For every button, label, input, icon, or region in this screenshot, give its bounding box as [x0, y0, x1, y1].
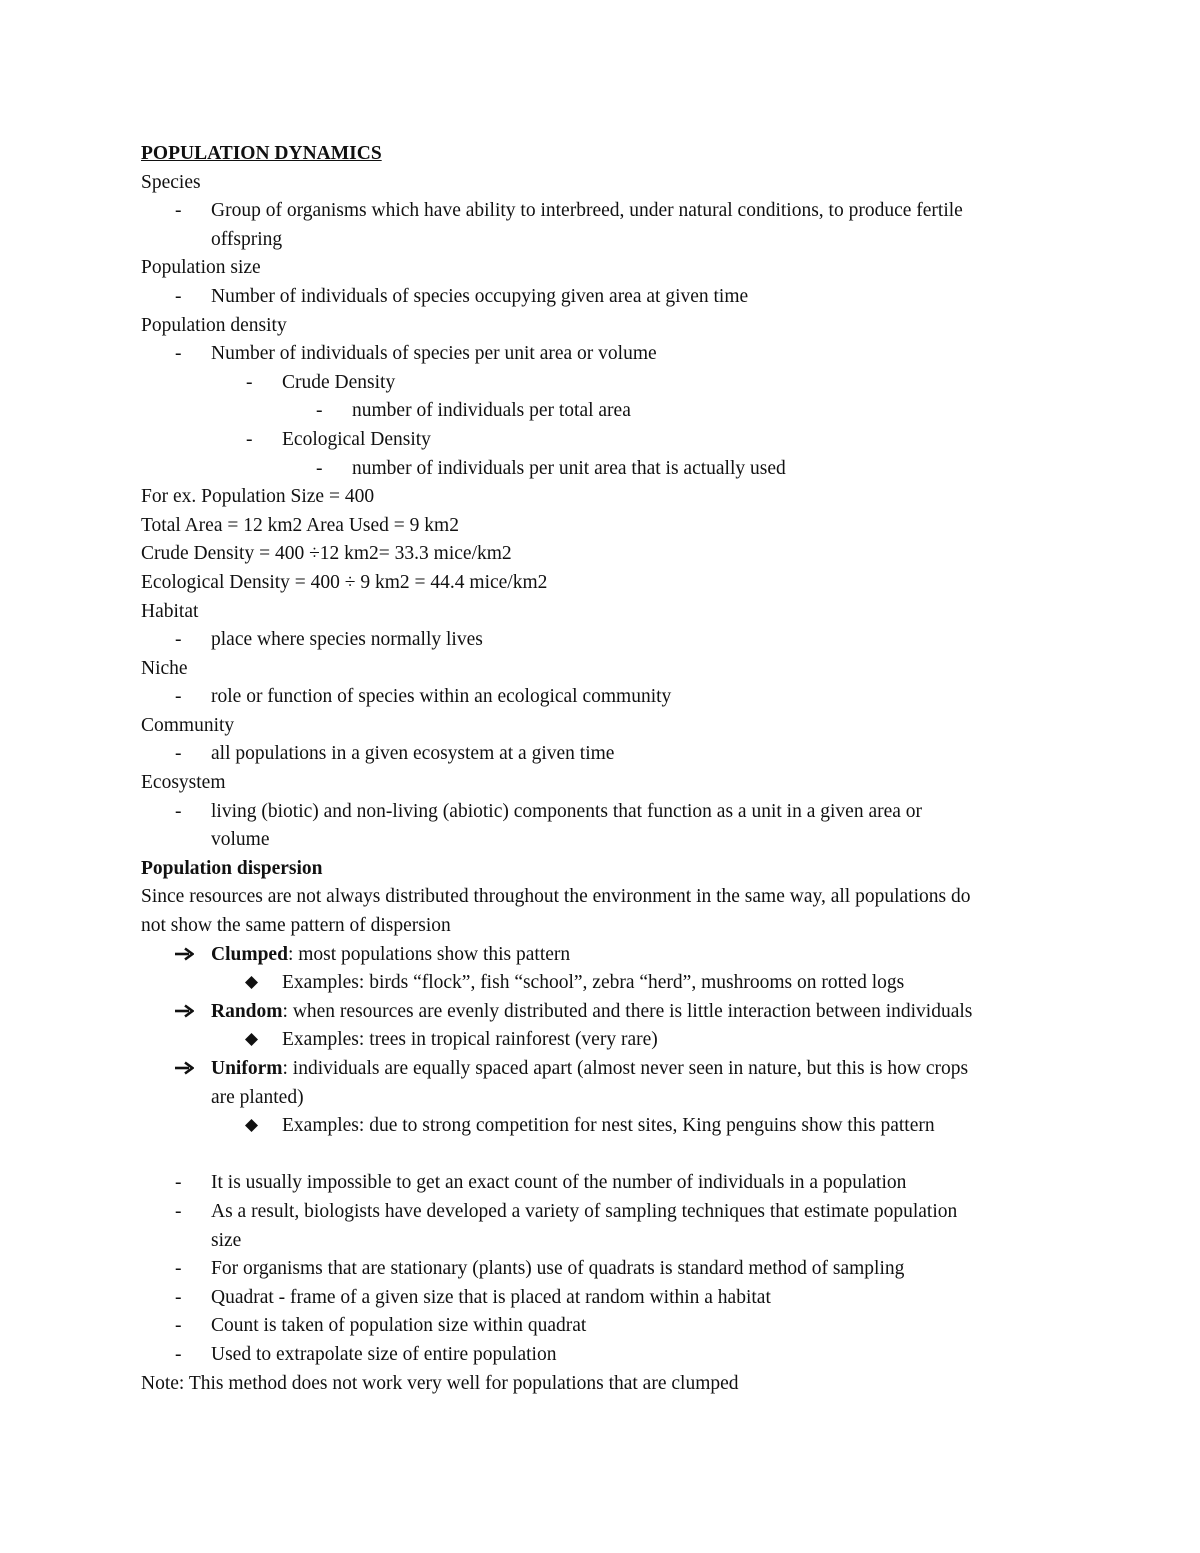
list-item [141, 740, 1071, 769]
sampling-point: Quadrat - frame of a given size that is placed at random within a habitat [211, 1286, 771, 1308]
term-community: Community [141, 714, 235, 736]
example-random: Examples: trees in tropical rainforest (very rare) [282, 1029, 658, 1051]
example-clumped: Examples: birds “flock”, fish “school”, zebra “herd”, mushrooms on rotted logs [282, 972, 905, 994]
definition-habitat: place where species normally lives [211, 629, 483, 651]
term-habitat: Habitat [141, 600, 199, 622]
list-item-random [141, 998, 1071, 1027]
list-item [141, 340, 1071, 369]
label-random: Random [211, 1000, 283, 1022]
list-item [141, 1169, 1071, 1198]
blank-line [141, 1141, 1071, 1170]
dash-marker: - [175, 800, 182, 822]
example-line: Crude Density = 400 ÷12 km2= 33.3 mice/km2 [141, 543, 512, 565]
list-item [141, 197, 1071, 254]
diamond-icon [245, 1033, 258, 1046]
dash-marker: - [316, 400, 323, 422]
text-uniform: : individuals are equally spaced apart (almost never seen in nature, but this is how crops [282, 1058, 969, 1079]
dash-marker: - [175, 1258, 182, 1280]
page-title: POPULATION DYNAMICS [141, 143, 382, 164]
sampling-point: Count is taken of population size within quadrat [211, 1315, 587, 1337]
dash-marker: - [175, 200, 182, 222]
example-line: For ex. Population Size = 400 [141, 486, 375, 508]
definition-ecological-density: number of individuals per unit area that is actually used [352, 457, 786, 479]
sampling-point: As a result, biologists have developed a variety of sampling techniques that estimate population size [211, 1200, 958, 1251]
right-arrow-icon [174, 1004, 194, 1018]
list-item [141, 1312, 1071, 1341]
term-species: Species [141, 171, 201, 193]
definition-community: all populations in a given ecosystem at a given time [211, 743, 615, 765]
dash-marker: - [175, 1172, 182, 1194]
label-uniform: Uniform [211, 1058, 283, 1079]
list-item [141, 426, 1071, 455]
label-clumped: Clumped [211, 943, 288, 965]
definition-crude-density: number of individuals per total area [352, 400, 631, 422]
diamond-icon [245, 1119, 258, 1132]
term-niche: Niche [141, 657, 188, 679]
dash-marker: - [246, 428, 253, 450]
term-ecological-density: Ecological Density [282, 428, 431, 450]
list-item [141, 1198, 1071, 1255]
sampling-point: For organisms that are stationary (plants) use of quadrats is standard method of sampling [211, 1258, 905, 1280]
dash-marker: - [246, 371, 253, 393]
text-clumped: : most populations show this pattern [287, 943, 571, 965]
text-uniform-cont: are planted) [211, 1086, 304, 1108]
list-item [141, 683, 1071, 712]
sampling-point: It is usually impossible to get an exact count of the number of individuals in a population [211, 1172, 907, 1194]
list-item [141, 1341, 1071, 1370]
definition-population-density: Number of individuals of species per unit area or volume [211, 343, 657, 365]
list-item [141, 969, 1071, 998]
dash-marker: - [175, 1200, 182, 1222]
term-population-density: Population density [141, 314, 287, 336]
sampling-point: Used to extrapolate size of entire population [211, 1343, 557, 1365]
list-item [141, 1255, 1071, 1284]
note: Note: This method does not work very well for populations that are clumped [141, 1372, 739, 1394]
list-item [141, 1026, 1071, 1055]
dash-marker: - [175, 686, 182, 708]
definition-species: Group of organisms which have ability to interbreed, under natural conditions, to produce fertile offspring [211, 200, 963, 250]
diamond-icon [245, 976, 258, 989]
right-arrow-icon [174, 947, 194, 961]
dispersion-intro: Since resources are not always distributed throughout the environment in the same way, all populations do [141, 886, 971, 908]
right-arrow-icon [174, 1061, 194, 1075]
definition-population-size: Number of individuals of species occupying given area at given time [211, 285, 749, 307]
dash-marker: - [175, 343, 182, 365]
list-item-uniform [141, 1055, 1071, 1112]
list-item-clumped [141, 941, 1071, 970]
list-item [141, 1284, 1071, 1313]
list-item [141, 283, 1071, 312]
list-item [141, 626, 1071, 655]
dash-marker: - [175, 1315, 182, 1337]
dash-marker: - [175, 743, 182, 765]
dash-marker: - [175, 285, 182, 307]
list-item [141, 369, 1071, 398]
term-ecosystem: Ecosystem [141, 772, 226, 794]
list-item [141, 397, 1071, 426]
dash-marker: - [175, 1286, 182, 1308]
example-line: Total Area = 12 km2 Area Used = 9 km2 [141, 514, 459, 536]
list-item [141, 1112, 1071, 1141]
example-uniform: Examples: due to strong competition for nest sites, King penguins show this pattern [282, 1115, 935, 1137]
list-item [141, 455, 1071, 484]
document-body [141, 140, 1071, 1398]
term-population-size: Population size [141, 257, 261, 279]
dash-marker: - [175, 1343, 182, 1365]
dash-marker: - [316, 457, 323, 479]
example-line: Ecological Density = 400 ÷ 9 km2 = 44.4 mice/km2 [141, 571, 548, 593]
text-random: : when resources are evenly distributed and there is little interaction between individuals [282, 1000, 973, 1022]
section-heading-dispersion: Population dispersion [141, 857, 323, 879]
definition-ecosystem: living (biotic) and non-living (abiotic) components that function as a unit in a given area or volume [211, 800, 923, 851]
definition-niche: role or function of species within an ecological community [211, 686, 672, 708]
dispersion-intro: not show the same pattern of dispersion [141, 915, 451, 937]
dash-marker: - [175, 629, 182, 651]
term-crude-density: Crude Density [282, 371, 396, 393]
list-item [141, 798, 1071, 855]
